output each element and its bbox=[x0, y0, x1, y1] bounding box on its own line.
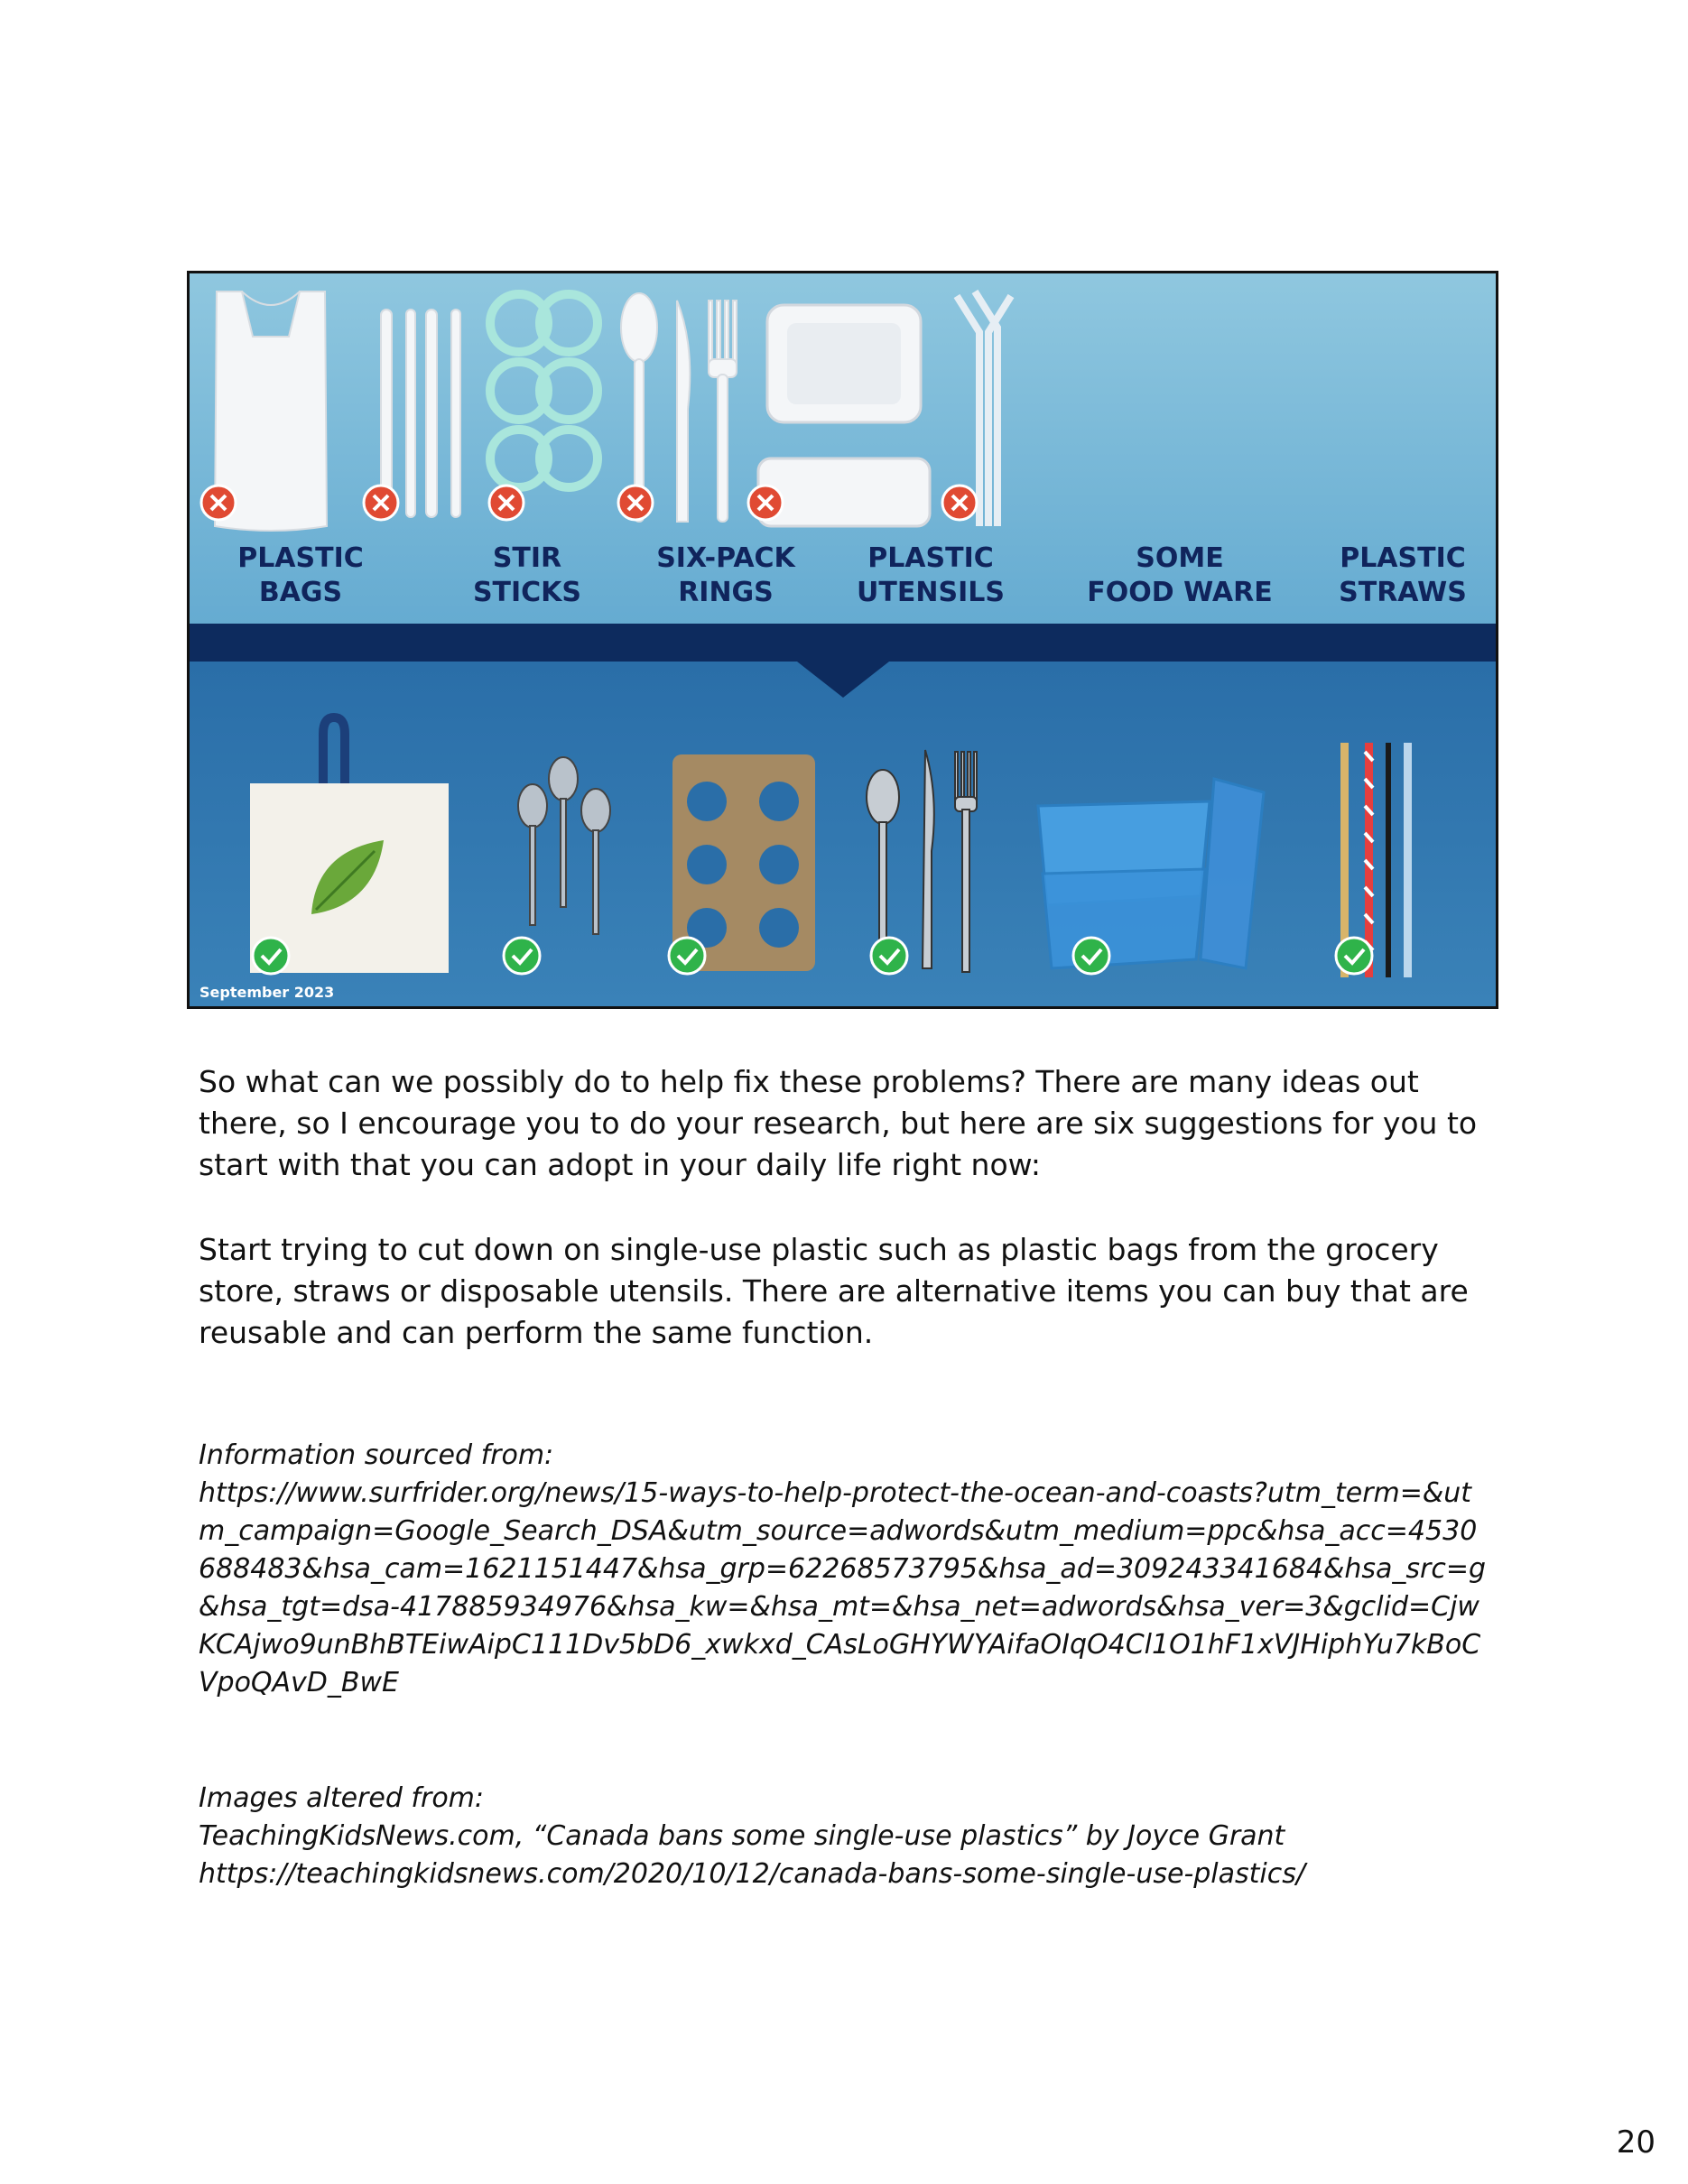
ban-x-icon bbox=[489, 486, 524, 520]
item-label: STICKS bbox=[472, 577, 582, 608]
check-icon bbox=[669, 938, 705, 974]
reusable-container-icon bbox=[1038, 779, 1264, 968]
info-source-url[interactable]: https://www.surfrider.org/news/15-ways-to-help-protect-the-ocean-and-coasts?utm_term=&utm_campaign=Google_Search_DSA&utm_source=adwords&utm_medium=ppc&hsa_acc=4530688483&hsa_cam=1621151447&hsa_grp=62268573795&hsa_ad=309243341684&hsa_src=g&hsa_tgt=dsa-417885934976&hsa_kw=&hsa_mt=&hsa_net=adwords&hsa_ver=3&gclid=CjwKCAjwo9unBhBTEiwAipC111Dv5bD6_xwkxd_CAsLoGHYWYAifaOIqO4Cl1O1hF1xVJHiphYu7kBoCVpoQAvD_BwE bbox=[199, 1477, 1487, 1698]
body-paragraph: So what can we possibly do to help fix these problems? There are many ideas out there, so I encourage you to do your research, but here are six suggestions for you to start with that you can adopt in your daily life right now: bbox=[199, 1064, 1478, 1182]
plastics-infographic bbox=[187, 271, 1498, 1009]
body-paragraph: Start trying to cut down on single-use plastic such as plastic bags from the grocery store, straws or disposable utensils. There are alternative items you can buy that are reusable and can perform the same function. bbox=[199, 1232, 1469, 1350]
food-container-icon bbox=[758, 305, 930, 526]
check-icon bbox=[1073, 938, 1109, 974]
check-icon bbox=[1336, 938, 1372, 974]
infographic-art bbox=[190, 273, 1496, 1006]
image-source bbox=[199, 1780, 1489, 1893]
image-source-heading: Images altered from: bbox=[199, 1782, 485, 1814]
item-label: PLASTIC bbox=[237, 542, 364, 574]
ban-x-icon bbox=[201, 486, 236, 520]
six-pack-rings-icon bbox=[490, 294, 598, 487]
item-label: FOOD WARE bbox=[1087, 577, 1273, 608]
info-source bbox=[199, 1437, 1489, 1702]
item-label: STIR bbox=[492, 542, 562, 574]
item-label: UTENSILS bbox=[857, 577, 1005, 608]
image-source-credit: TeachingKidsNews.com, “Canada bans some single-use plastics” by Joyce Grant bbox=[199, 1820, 1285, 1852]
check-icon bbox=[871, 938, 907, 974]
ban-x-icon bbox=[942, 486, 977, 520]
item-label: BAGS bbox=[258, 577, 343, 608]
item-label: SIX-PACK bbox=[656, 542, 795, 574]
stir-sticks-icon bbox=[381, 310, 460, 517]
date-label: September 2023 bbox=[199, 984, 335, 1001]
item-label: SOME bbox=[1136, 542, 1224, 574]
ban-x-icon bbox=[364, 486, 398, 520]
item-label: PLASTIC bbox=[1340, 542, 1466, 574]
check-icon bbox=[504, 938, 540, 974]
image-source-url[interactable]: https://teachingkidsnews.com/2020/10/12/canada-bans-some-single-use-plastics/ bbox=[199, 1858, 1305, 1890]
item-label: RINGS bbox=[678, 577, 774, 608]
ban-x-icon bbox=[618, 486, 653, 520]
page-number: 20 bbox=[1616, 2124, 1656, 2161]
check-icon bbox=[253, 938, 289, 974]
ban-x-icon bbox=[748, 486, 783, 520]
item-label: STRAWS bbox=[1339, 577, 1467, 608]
info-source-heading: Information sourced from: bbox=[199, 1439, 554, 1471]
item-label: PLASTIC bbox=[867, 542, 994, 574]
